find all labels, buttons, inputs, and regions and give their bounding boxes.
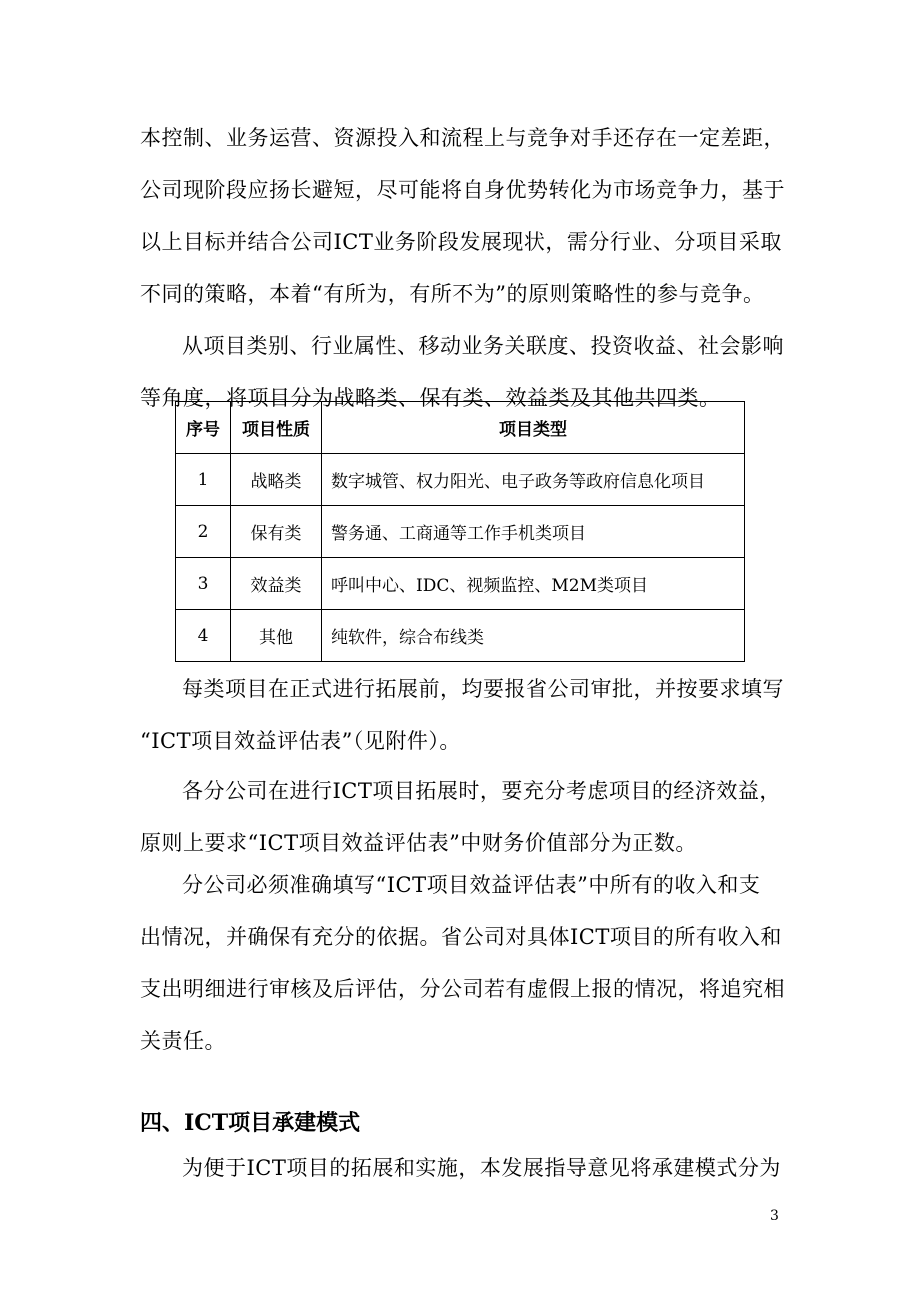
table-row [176,506,745,558]
table-header-row [176,402,745,454]
text-line: 公司现阶段应扬长避短，尽可能将自身优势转化为市场竞争力，基于 [140,178,785,202]
text-line: 出情况，并确保有充分的依据。省公司对具体ICT项目的所有收入和 [140,925,782,949]
cell-nature: 战略类 [231,454,322,506]
header-index: 序号 [176,402,231,454]
header-type: 项目类型 [322,402,745,454]
text-line: 从项目类别、行业属性、移动业务关联度、投资收益、社会影响 [182,334,784,358]
cell-type: 呼叫中心、IDC、视频监控、M2M类项目 [322,558,745,610]
paragraph-competition-strategy [140,112,785,320]
header-nature: 项目性质 [231,402,322,454]
paragraph-approval [140,663,784,767]
cell-index: 2 [176,506,231,558]
paragraph-accountability [140,859,785,1067]
text-line: 关责任。 [140,1029,226,1053]
cell-type: 纯软件，综合布线类 [322,610,745,662]
cell-nature: 其他 [231,610,322,662]
cell-index: 1 [176,454,231,506]
cell-nature: 效益类 [231,558,322,610]
text-line: 原则上要求“ICT项目效益评估表”中财务价值部分为正数。 [140,831,697,855]
text-line: “ICT项目效益评估表”（见附件）。 [140,729,461,753]
text-line: 每类项目在正式进行拓展前，均要报省公司审批，并按要求填写 [182,677,784,701]
text-line: 分公司必须准确填写“ICT项目效益评估表”中所有的收入和支 [182,873,761,897]
table-row [176,454,745,506]
text-line: 不同的策略，本着“有所为，有所不为”的原则策略性的参与竞争。 [140,282,765,306]
paragraph-construction-mode [140,1142,780,1194]
text-line: 等角度，将项目分为战略类、保有类、效益类及其他共四类。 [140,386,721,410]
text-line: 支出明细进行审核及后评估，分公司若有虚假上报的情况，将追究相 [140,977,785,1001]
cell-type: 警务通、工商通等工作手机类项目 [322,506,745,558]
page-number: 3 [770,1208,779,1224]
text-line: 以上目标并结合公司ICT业务阶段发展现状，需分行业、分项目采取 [140,230,782,254]
cell-nature: 保有类 [231,506,322,558]
table-row [176,558,745,610]
cell-type: 数字城管、权力阳光、电子政务等政府信息化项目 [322,454,745,506]
paragraph-economic-benefit [140,765,780,869]
cell-index: 3 [176,558,231,610]
cell-index: 4 [176,610,231,662]
project-category-table [175,401,745,662]
text-line: 各分公司在进行ICT项目拓展时，要充分考虑项目的经济效益， [182,779,781,803]
section-heading: 四、ICT项目承建模式 [140,1110,361,1136]
text-line: 为便于ICT项目的拓展和实施，本发展指导意见将承建模式分为 [182,1156,781,1180]
table-row [176,610,745,662]
text-line: 本控制、业务运营、资源投入和流程上与竞争对手还存在一定差距， [140,126,785,150]
